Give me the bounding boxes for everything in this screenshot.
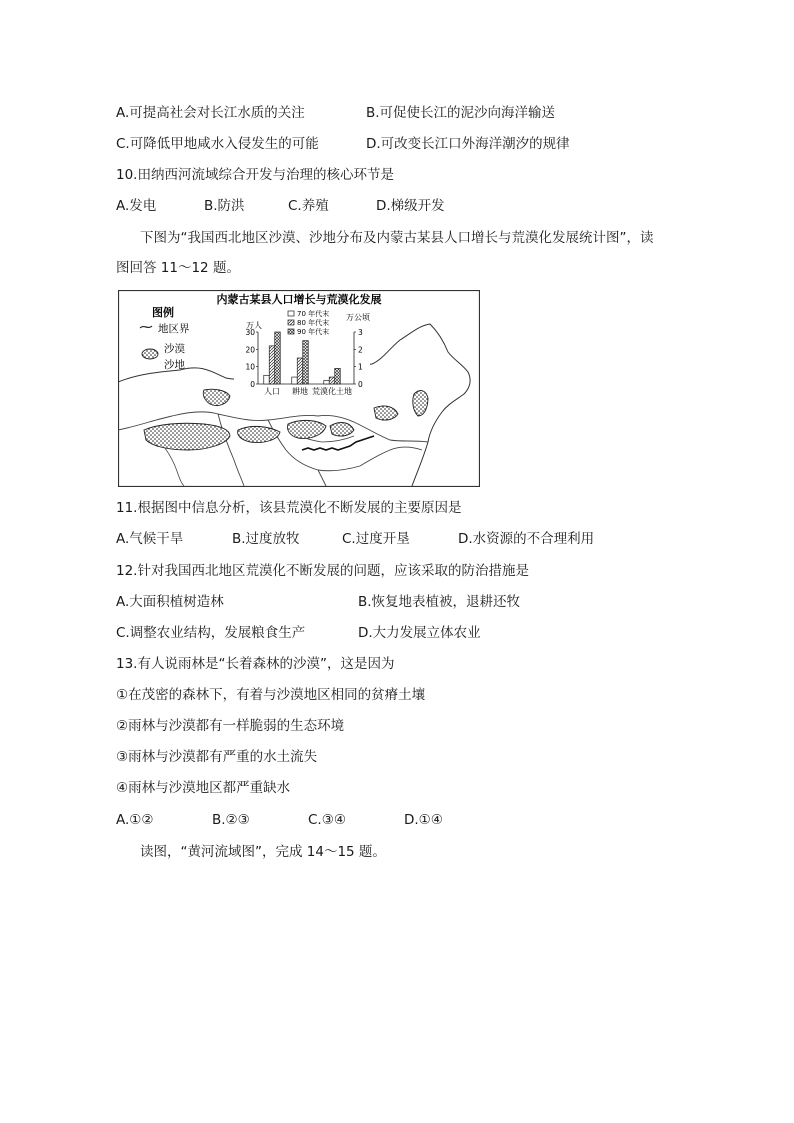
left-axis-unit: 万人: [246, 321, 262, 330]
series-legend-swatch-70: [288, 311, 294, 316]
bar-0-0: [264, 375, 270, 384]
q12-option-c: C.调整农业结构，发展粮食生产: [116, 625, 306, 641]
legend-title: 图例: [152, 306, 174, 319]
bar-1-1: [297, 358, 303, 384]
q10-option-a: A.发电: [116, 198, 157, 214]
intro-11-12-line1: 下图为“我国西北地区沙漠、沙地分布及内蒙古某县人口增长与荒漠化发展统计图”，读: [140, 230, 654, 246]
q11-option-c: C.过度开垦: [342, 531, 410, 547]
q9-option-c: C.可降低甲地咸水入侵发生的可能: [116, 136, 319, 152]
legend-boundary-label: 地区界: [158, 323, 190, 335]
right-axis-unit: 万公顷: [346, 313, 370, 322]
q12-option-a: A.大面积植树造林: [116, 594, 224, 610]
q13-option-d: D.①④: [404, 812, 443, 828]
q12-stem: 12.针对我国西北地区荒漠化不断发展的问题，应该采取的防治措施是: [116, 563, 529, 579]
q10-option-c: C.养殖: [288, 198, 329, 214]
q13-statement-2: ②雨林与沙漠都有一样脆弱的生态环境: [116, 718, 345, 734]
bar-2-0: [324, 381, 330, 384]
bar-1-0: [292, 377, 298, 384]
q13-option-a: A.①②: [116, 812, 154, 828]
q13-option-b: B.②③: [212, 812, 250, 828]
northwest-desert-map: [118, 290, 480, 487]
bar-0-1: [269, 346, 275, 384]
q13-option-c: C.③④: [308, 812, 346, 828]
category-label: 荒漠化土地: [312, 387, 352, 396]
legend-desert-label-1: 沙漠: [164, 343, 185, 355]
q10-stem: 10.田纳西河流域综合开发与治理的核心环节是: [116, 167, 394, 183]
chart-title: 内蒙古某县人口增长与荒漠化发展: [216, 293, 382, 306]
q11-option-a: A.气候干旱: [116, 531, 184, 547]
q11-stem: 11.根据图中信息分析，该县荒漠化不断发展的主要原因是: [116, 500, 462, 516]
series-legend-label-80: 80 年代末: [297, 319, 330, 327]
category-label: 人口: [264, 387, 280, 396]
q13-stem: 13.有人说雨林是“长着森林的沙漠”，这是因为: [116, 656, 395, 672]
q12-option-b: B.恢复地表植被，退耕还牧: [358, 594, 521, 610]
series-legend-swatch-80: [288, 320, 294, 325]
series-legend-label-90: 90 年代末: [297, 328, 330, 336]
q13-statement-1: ①在茂密的森林下，有着与沙漠地区相同的贫瘠土壤: [116, 687, 426, 703]
left-tick-label: 20: [245, 345, 255, 355]
bar-2-2: [335, 368, 341, 384]
q9-option-b: B.可促使长江的泥沙向海洋输送: [366, 105, 556, 121]
q9-option-a: A.可提高社会对长江水质的关注: [116, 105, 305, 121]
left-tick-label: 10: [245, 362, 255, 372]
bar-1-2: [303, 341, 309, 384]
q10-option-b: B.防洪: [204, 198, 245, 214]
category-label: 耕地: [292, 387, 308, 396]
right-tick-label: 3: [358, 328, 363, 337]
right-tick-label: 0: [358, 380, 363, 389]
bar-2-1: [329, 377, 335, 384]
q13-statement-3: ③雨林与沙漠都有严重的水土流失: [116, 749, 318, 765]
right-tick-label: 2: [358, 345, 363, 355]
q11-option-d: D.水资源的不合理利用: [458, 531, 595, 547]
series-legend-label-70: 70 年代末: [297, 310, 330, 318]
q13-statement-4: ④雨林与沙漠地区都严重缺水: [116, 780, 291, 796]
series-legend: [288, 309, 329, 336]
desert-legend-icon: [142, 349, 158, 359]
series-legend-swatch-90: [288, 329, 294, 334]
legend-desert-label-2: 沙地: [164, 359, 185, 371]
left-tick-label: 30: [245, 328, 255, 337]
intro-11-12-line2: 图回答 11～12 题。: [116, 260, 240, 276]
right-tick-label: 1: [358, 362, 363, 372]
q12-option-d: D.大力发展立体农业: [358, 625, 481, 641]
bar-0-2: [275, 332, 281, 384]
intro-14-15: 读图，“黄河流域图”，完成 14～15 题。: [140, 844, 386, 860]
left-tick-label: 0: [250, 380, 255, 389]
q10-option-d: D.梯级开发: [376, 198, 445, 214]
q11-option-b: B.过度放牧: [232, 531, 300, 547]
q9-option-d: D.可改变长江口外海洋潮汐的规律: [366, 136, 570, 152]
